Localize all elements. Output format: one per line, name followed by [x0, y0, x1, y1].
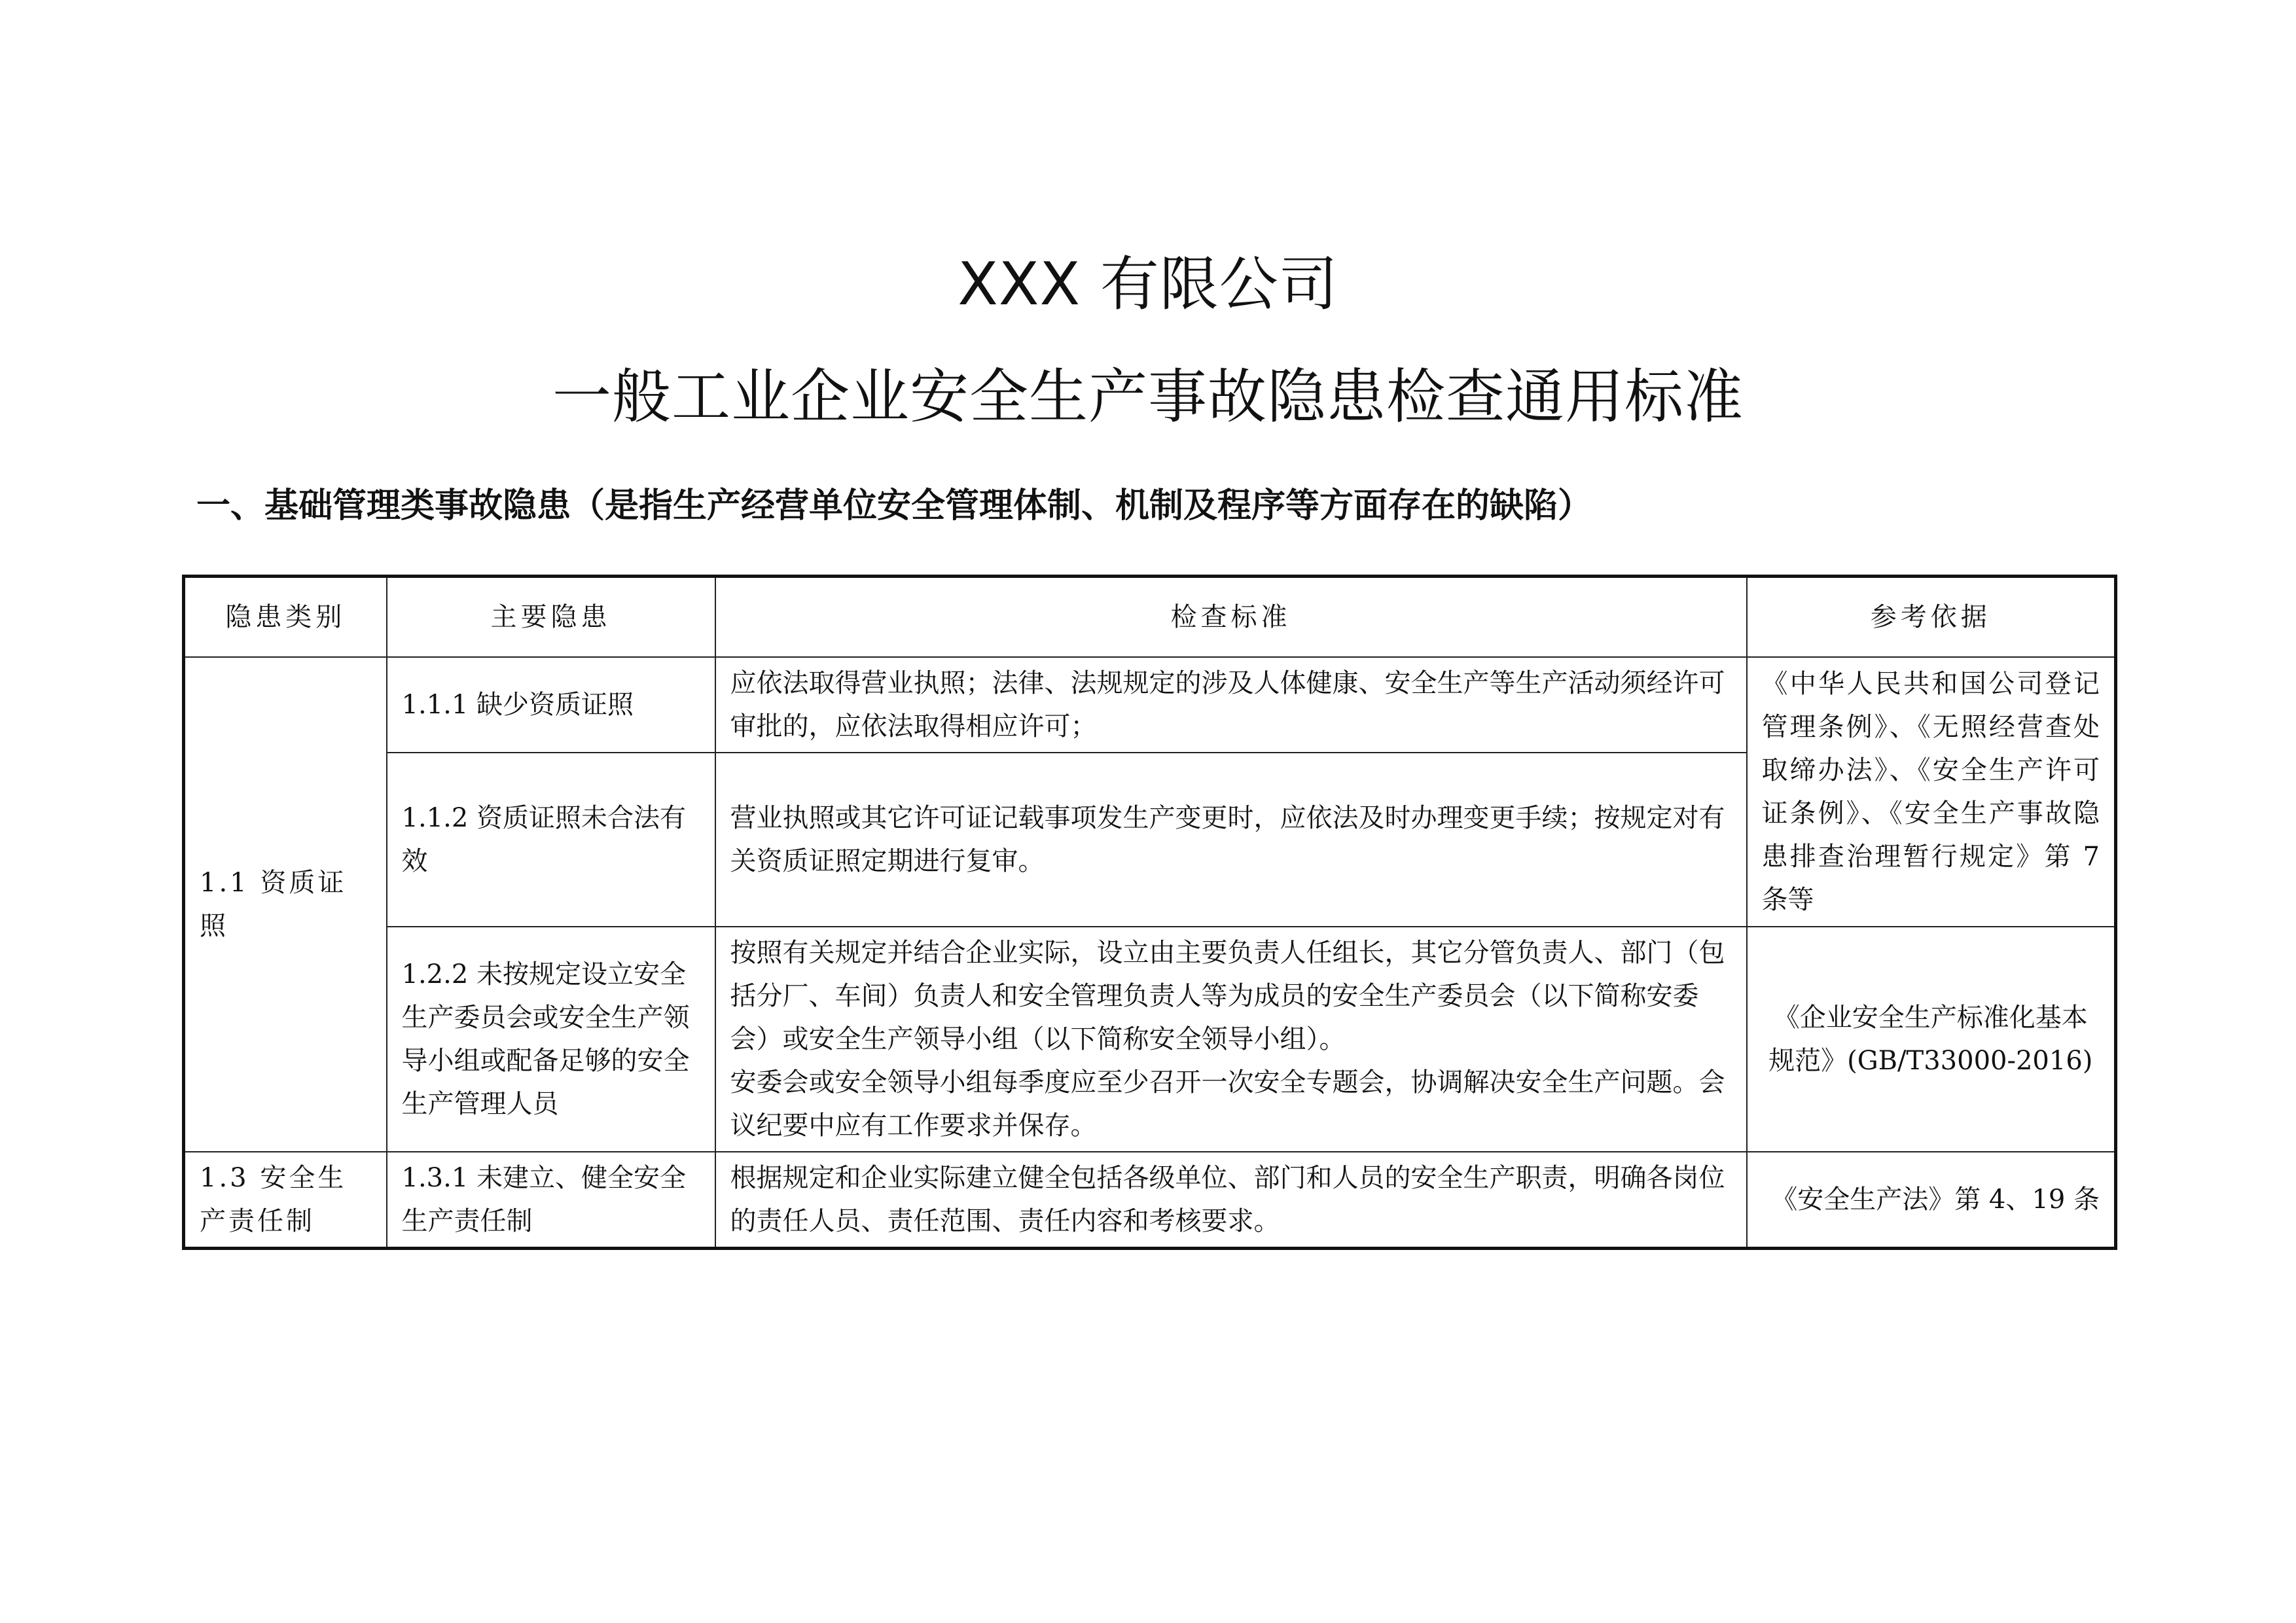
standard-cell	[715, 1152, 1747, 1249]
basis-cell: 《安全生产法》第 4、19 条	[1747, 1152, 2116, 1249]
standard-cell	[715, 657, 1747, 753]
standard-text: 营业执照或其它许可证记载事项发生产变更时，应依法及时办理变更手续；按规定对有关资质证照定期进行复审。	[730, 803, 1725, 876]
hazard-cell: 1.1.2 资质证照未合法有效	[387, 753, 715, 927]
hazard-cell: 1.2.2 未按规定设立安全生产委员会或安全生产领导小组或配备足够的安全生产管理人员	[387, 927, 715, 1152]
table-row	[184, 1152, 2116, 1249]
header-check-standard: 检查标准	[715, 577, 1747, 658]
table-row	[184, 657, 2116, 753]
standard-text: 根据规定和企业实际建立健全包括各级单位、部门和人员的安全生产职责，明确各岗位的责任人员、责任范围、责任内容和考核要求。	[730, 1163, 1725, 1236]
hazard-checklist-table	[182, 575, 2117, 1250]
category-cell-qualification: 1.1 资质证照	[184, 657, 387, 1152]
standard-text: 按照有关规定并结合企业实际，设立由主要负责人任组长，其它分管负责人、部门（包括分厂、车间）负责人和安全管理负责人等为成员的安全生产委员会（以下简称安委会）或安全生产领导小组（以下简称安全领导小组）。	[730, 938, 1725, 1054]
hazard-cell: 1.3.1 未建立、健全安全生产责任制	[387, 1152, 715, 1249]
standard-cell	[715, 753, 1747, 927]
category-cell-responsibility: 1.3 安全生产责任制	[184, 1152, 387, 1249]
standard-cell	[715, 927, 1747, 1152]
basis-cell: 《企业安全生产标准化基本规范》(GB/T33000-2016)	[1747, 927, 2116, 1152]
basis-cell: 《中华人民共和国公司登记管理条例》、《无照经营查处取缔办法》、《安全生产许可证条例》、《安全生产事故隐患排查治理暂行规定》第 7 条等	[1747, 657, 2116, 927]
header-hazard-category: 隐患类别	[184, 577, 387, 658]
hazard-cell: 1.1.1 缺少资质证照	[387, 657, 715, 753]
table-header-row	[184, 577, 2116, 658]
document-title-company: XXX 有限公司	[958, 250, 1338, 319]
standard-text: 应依法取得营业执照；法律、法规规定的涉及人体健康、安全生产等生产活动须经许可审批的，应依法取得相应许可；	[730, 668, 1725, 741]
document-title-standard: 一般工业企业安全生产事故隐患检查通用标准	[552, 363, 1744, 431]
section-heading: 一、基础管理类事故隐患（是指生产经营单位安全管理体制、机制及程序等方面存在的缺陷）	[196, 486, 1592, 526]
header-main-hazard: 主要隐患	[387, 577, 715, 658]
table-row	[184, 927, 2116, 1152]
standard-text: 安委会或安全领导小组每季度应至少召开一次安全专题会，协调解决安全生产问题。会议纪要中应有工作要求并保存。	[730, 1067, 1725, 1141]
header-reference-basis: 参考依据	[1747, 577, 2116, 658]
